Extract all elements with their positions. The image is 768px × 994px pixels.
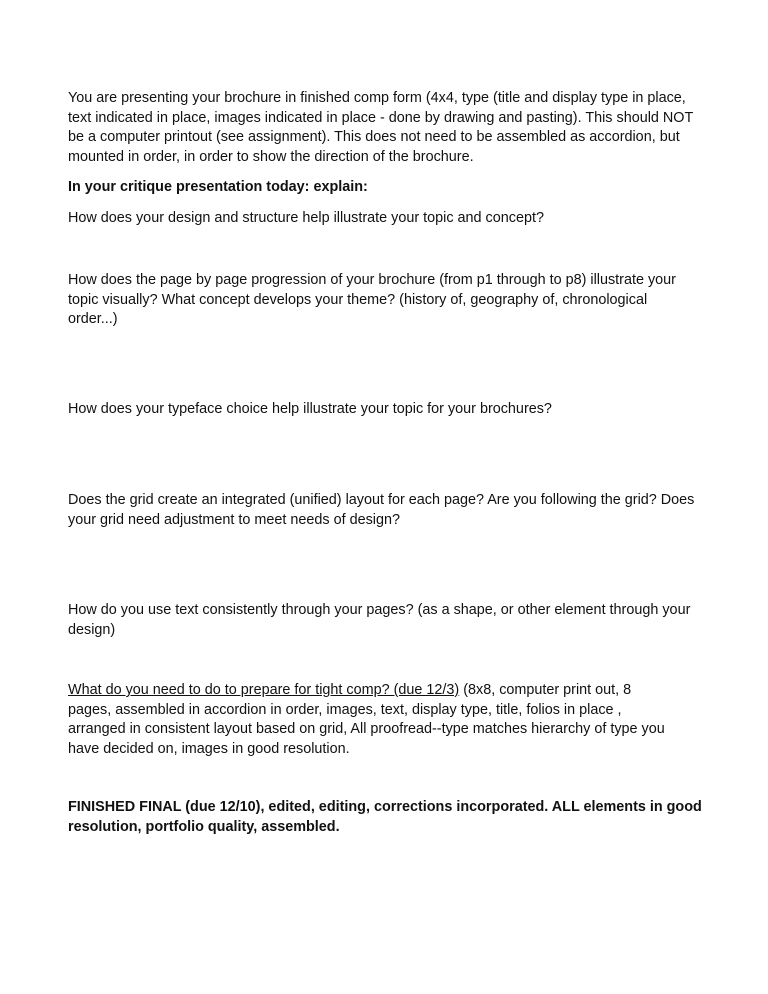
tight-comp-body: (8x8, computer print out, 8 pages, assembled in accordion in order, images, text, display type, title, folios in place , arranged in consistent layout based on grid, All proofread--type matches hierarchy of type you have decided on, images in good resolution.: [68, 682, 665, 757]
critique-heading: In your critique presentation today: explain:: [68, 179, 368, 195]
question-text-consistency: How do you use text consistently through your pages? (as a shape, or other element through your design): [68, 602, 691, 638]
tight-comp-paragraph: [68, 681, 668, 759]
question-grid: Does the grid create an integrated (unified) layout for each page? Are you following the grid? Does your grid need adjustment to meet needs of design?: [68, 492, 695, 528]
question-typeface: How does your typeface choice help illustrate your topic for your brochures?: [68, 401, 552, 417]
finished-final-paragraph: FINISHED FINAL (due 12/10), edited, editing, corrections incorporated. ALL elements in good resolution, portfolio quality, assembled.: [68, 799, 702, 835]
tight-comp-heading: What do you need to do to prepare for tight comp? (due 12/3): [68, 682, 460, 698]
intro-paragraph: You are presenting your brochure in finished comp form (4x4, type (title and display type in place, text indicated in place, images indicated in place - done by drawing and pasting). This should NOT be a computer printout (see assignment). This does not need to be assembled as accordion, but mounted in order, in order to show the direction of the brochure.: [68, 90, 694, 165]
question-page-progression: How does the page by page progression of your brochure (from p1 through to p8) illustrate your topic visually? What concept develops your theme? (history of, geography of, chronological order...): [68, 272, 676, 327]
question-design-structure: How does your design and structure help illustrate your topic and concept?: [68, 210, 544, 226]
